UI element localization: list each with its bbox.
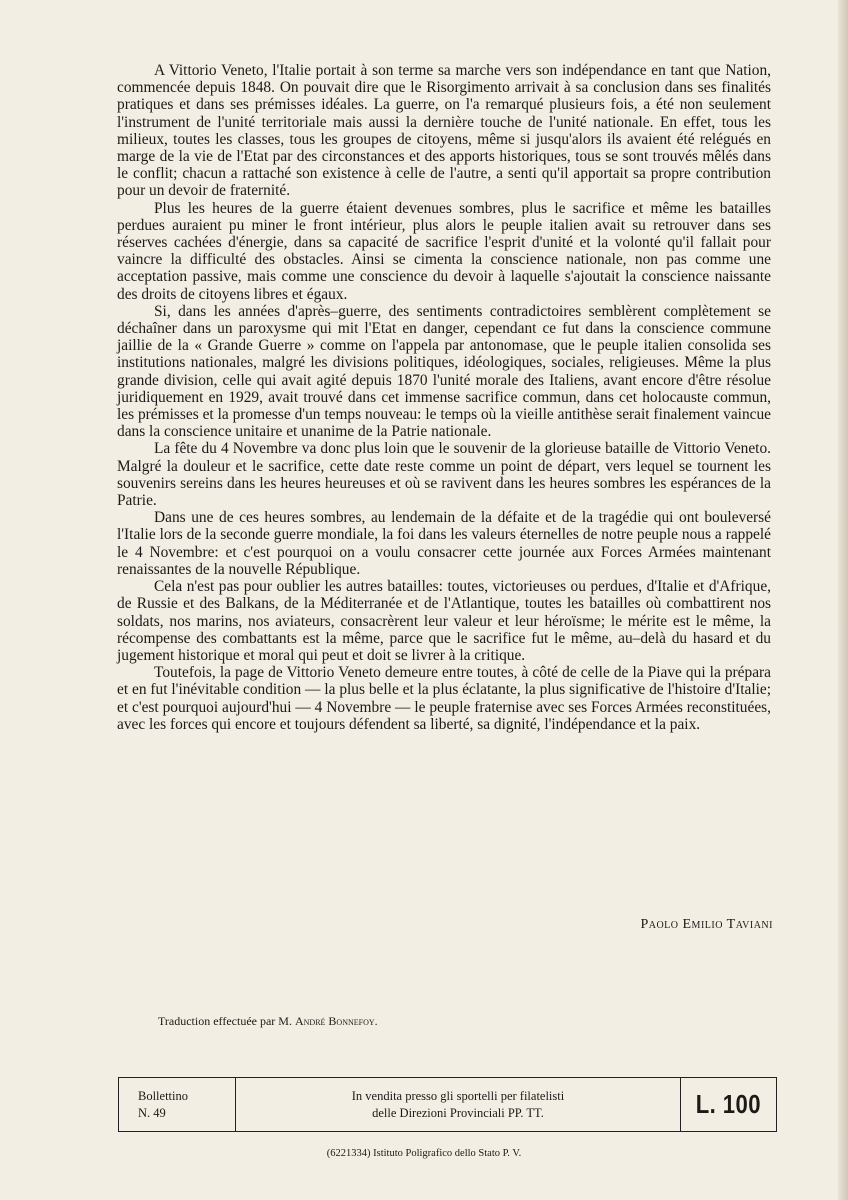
- article-paragraph: A Vittorio Veneto, l'Italie portait à son terme sa marche vers son indépendance en tant que Nation, commencée depuis 1848. On pouvait dire que le Risorgimento arrivait à sa conclusion dans ses finalités pratiques et dans ses prémisses idéales. La guerre, on l'a remarqué plusieurs fois, a été non seulement l'instrument de l'unité territoriale mais aussi la dernière touche de l'unité nationale. En effet, tous les milieux, toutes les classes, tous les groupes de citoyens, même si jusqu'alors ils avaient été relégués en marge de la vie de l'Etat par des circonstances et des apports historiques, tous se sont trouvés mêlés dans le conflit; chacun a rattaché son existence à celle de l'autre, a senti qu'il apportait sa propre contribution pour un devoir de fraternité.: [117, 62, 771, 200]
- article-paragraph: Dans une de ces heures sombres, au lendemain de la défaite et de la tragédie qui ont bouleversé l'Italie lors de la seconde guerre mondiale, la foi dans les valeurs éternelles de notre peuple nous a rappelé le 4 Novembre: et c'est pourquoi on a voulu consacrer cette journée aux Forces Armées maintenant renaissantes de la nouvelle République.: [117, 509, 771, 578]
- article-paragraph: La fête du 4 Novembre va donc plus loin que le souvenir de la glorieuse bataille de Vittorio Veneto. Malgré la douleur et le sacrifice, cette date reste comme un point de départ, vers lequel se tournent les souvenirs sereins dans les heures heureuses et où se ravivent dans les heures sombres les espérances de la Patrie.: [117, 440, 771, 510]
- bulletin-cell: [119, 1078, 236, 1131]
- sale-info-line: In vendita presso gli sportelli per filatelisti: [351, 1088, 565, 1103]
- price-cell: [680, 1078, 776, 1131]
- article-paragraph: Si, dans les années d'après–guerre, des sentiments contradictoires semblèrent complètement se déchaîner dans un paroxysme qui mit l'Etat en danger, cependant ce fut dans la conscience commune jaillie de la « Grande Guerre » comme on l'appela par antonomase, que le peuple italien consolida ses institutions nationales, malgré les divisions politiques, idéologiques, sociales, religieuses. Même la plus grande division, celle qui avait agité depuis 1870 l'unité morale des Italiens, avant encore d'être résolue juridiquement en 1929, avait trouvé dans cet immense sacrifice commun, dans cet holocauste commun, les prémisses et la promesse d'un temps nouveau: le temps où la vieille antithèse serait finalement vaincue dans la conscience unitaire et unanime de la Patrie nationale.: [117, 302, 771, 441]
- author-signature: Paolo Emilio Taviani: [640, 917, 773, 932]
- article-paragraph: Toutefois, la page de Vittorio Veneto demeure entre toutes, à côté de celle de la Piave qui la prépara et en fut l'inévitable condition — la plus belle et la plus éclatante, la plus significative de l'histoire d'Italie; et c'est pourquoi aujourd'hui — 4 Novembre — le peuple fraternise avec ses Forces Armées reconstituées, avec les forces qui encore et toujours défendent sa liberté, sa dignité, l'indépendance et la paix.: [117, 664, 771, 733]
- sale-info-cell: [236, 1078, 680, 1131]
- sale-info-line: delle Direzioni Provinciali PP. TT.: [372, 1105, 544, 1120]
- article-paragraph: Plus les heures de la guerre étaient devenues sombres, plus le sacrifice et même les batailles perdues auraient pu miner le front intérieur, plus alors le peuple italien avait su retrouver dans ses réserves cachées d'énergie, dans sa capacité de sacrifice l'esprit d'unité et la volonté qu'il fallait pour vaincre la difficulté des obstacles. Ainsi se cimenta la conscience nationale, non pas comme une acceptation passive, mais comme une conscience du devoir à laquelle s'ajoutait la conscience naissante des droits de citoyens libres et égaux.: [117, 199, 771, 303]
- translator-name: André Bonnefoy.: [294, 1014, 378, 1028]
- article-body: [117, 62, 771, 733]
- bulletin-label: Bollettino: [138, 1088, 188, 1103]
- page-edge: [838, 0, 848, 1200]
- translation-credit: [158, 1014, 378, 1029]
- footer-box: [118, 1077, 777, 1132]
- printer-imprint: (6221334) Istituto Poligrafico dello Stato P. V.: [326, 1148, 522, 1159]
- article-paragraph: Cela n'est pas pour oublier les autres batailles: toutes, victorieuses ou perdues, d'Italie et d'Afrique, de Russie et des Balkans, de la Méditerranée et de l'Atlantique, toutes les batailles où combattirent nos soldats, nos marins, nos aviateurs, consacrèrent leur valeur et leur héroïsme; le mérite est le même, la récompense des combattants est la même, parce que le sacrifice fut le même, au–delà du hasard et du jugement historique et moral qui peut et doit se livrer à la critique.: [117, 578, 771, 664]
- bulletin-number: N. 49: [138, 1105, 166, 1120]
- price: L. 100: [695, 1089, 762, 1119]
- translation-prefix: Traduction effectuée par M.: [158, 1014, 292, 1028]
